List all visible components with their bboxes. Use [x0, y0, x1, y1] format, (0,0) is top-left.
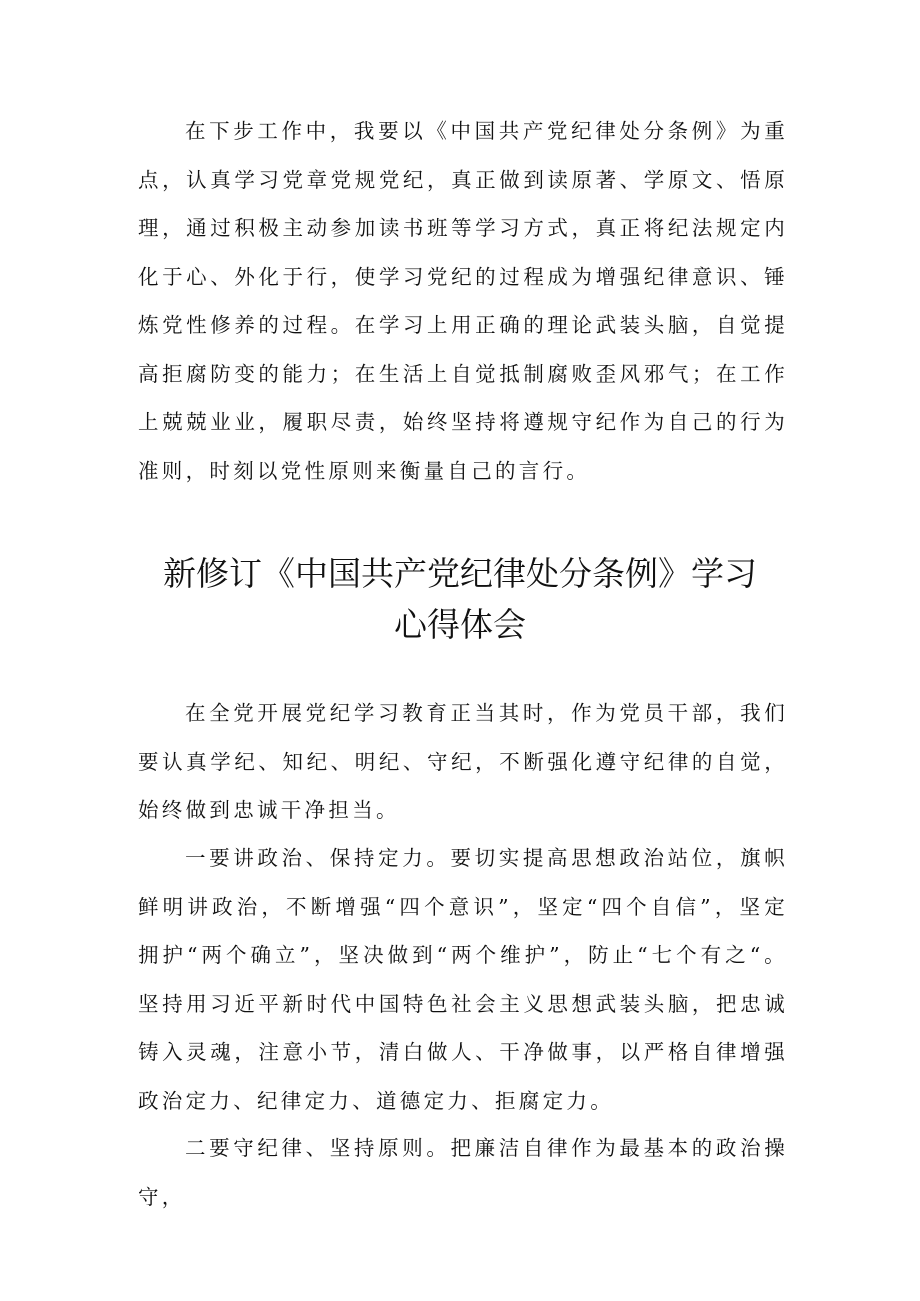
body-paragraph-4: 二要守纪律、坚持原则。把廉洁自律作为最基本的政治操守， [138, 1136, 788, 1209]
article-title [110, 548, 810, 650]
title-line-1: 新修订《中国共产党纪律处分条例》学习 [163, 554, 757, 593]
title-line-2: 心得体会 [394, 605, 526, 644]
body-paragraph-2: 在全党开展党纪学习教育正当其时，作为党员干部，我们要认真学纪、知纪、明纪、守纪，不断强化遵守纪律的自觉，始终做到忠诚干净担当。 [138, 701, 788, 822]
body-paragraph-1: 在下步工作中，我要以《中国共产党纪律处分条例》为重点，认真学习党章党规党纪，真正做到读原著、学原文、悟原理，通过积极主动参加读书班等学习方式，真正将纪法规定内化于心、外化于行，使学习党纪的过程成为增强纪律意识、锤炼党性修养的过程。在学习上用正确的理论武装头脑，自觉提高拒腐防变的能力；在生活上自觉抵制腐败歪风邪气；在工作上兢兢业业，履职尽责，始终坚持将遵规守纪作为自己的行为准则，时刻以党性原则来衡量自己的言行。 [138, 119, 788, 483]
body-paragraph-3: 一要讲政治、保持定力。要切实提高思想政治站位，旗帜鲜明讲政治，不断增强“四个意识”，坚定“四个自信”，坚定拥护“两个确立”，坚决做到“两个维护”，防止“七个有之“。坚持用习近平新时代中国特色社会主义思想武装头脑，把忠诚铸入灵魂，注意小节，清白做人、干净做事，以严格自律增强政治定力、纪律定力、道德定力、拒腐定力。 [138, 846, 788, 1113]
